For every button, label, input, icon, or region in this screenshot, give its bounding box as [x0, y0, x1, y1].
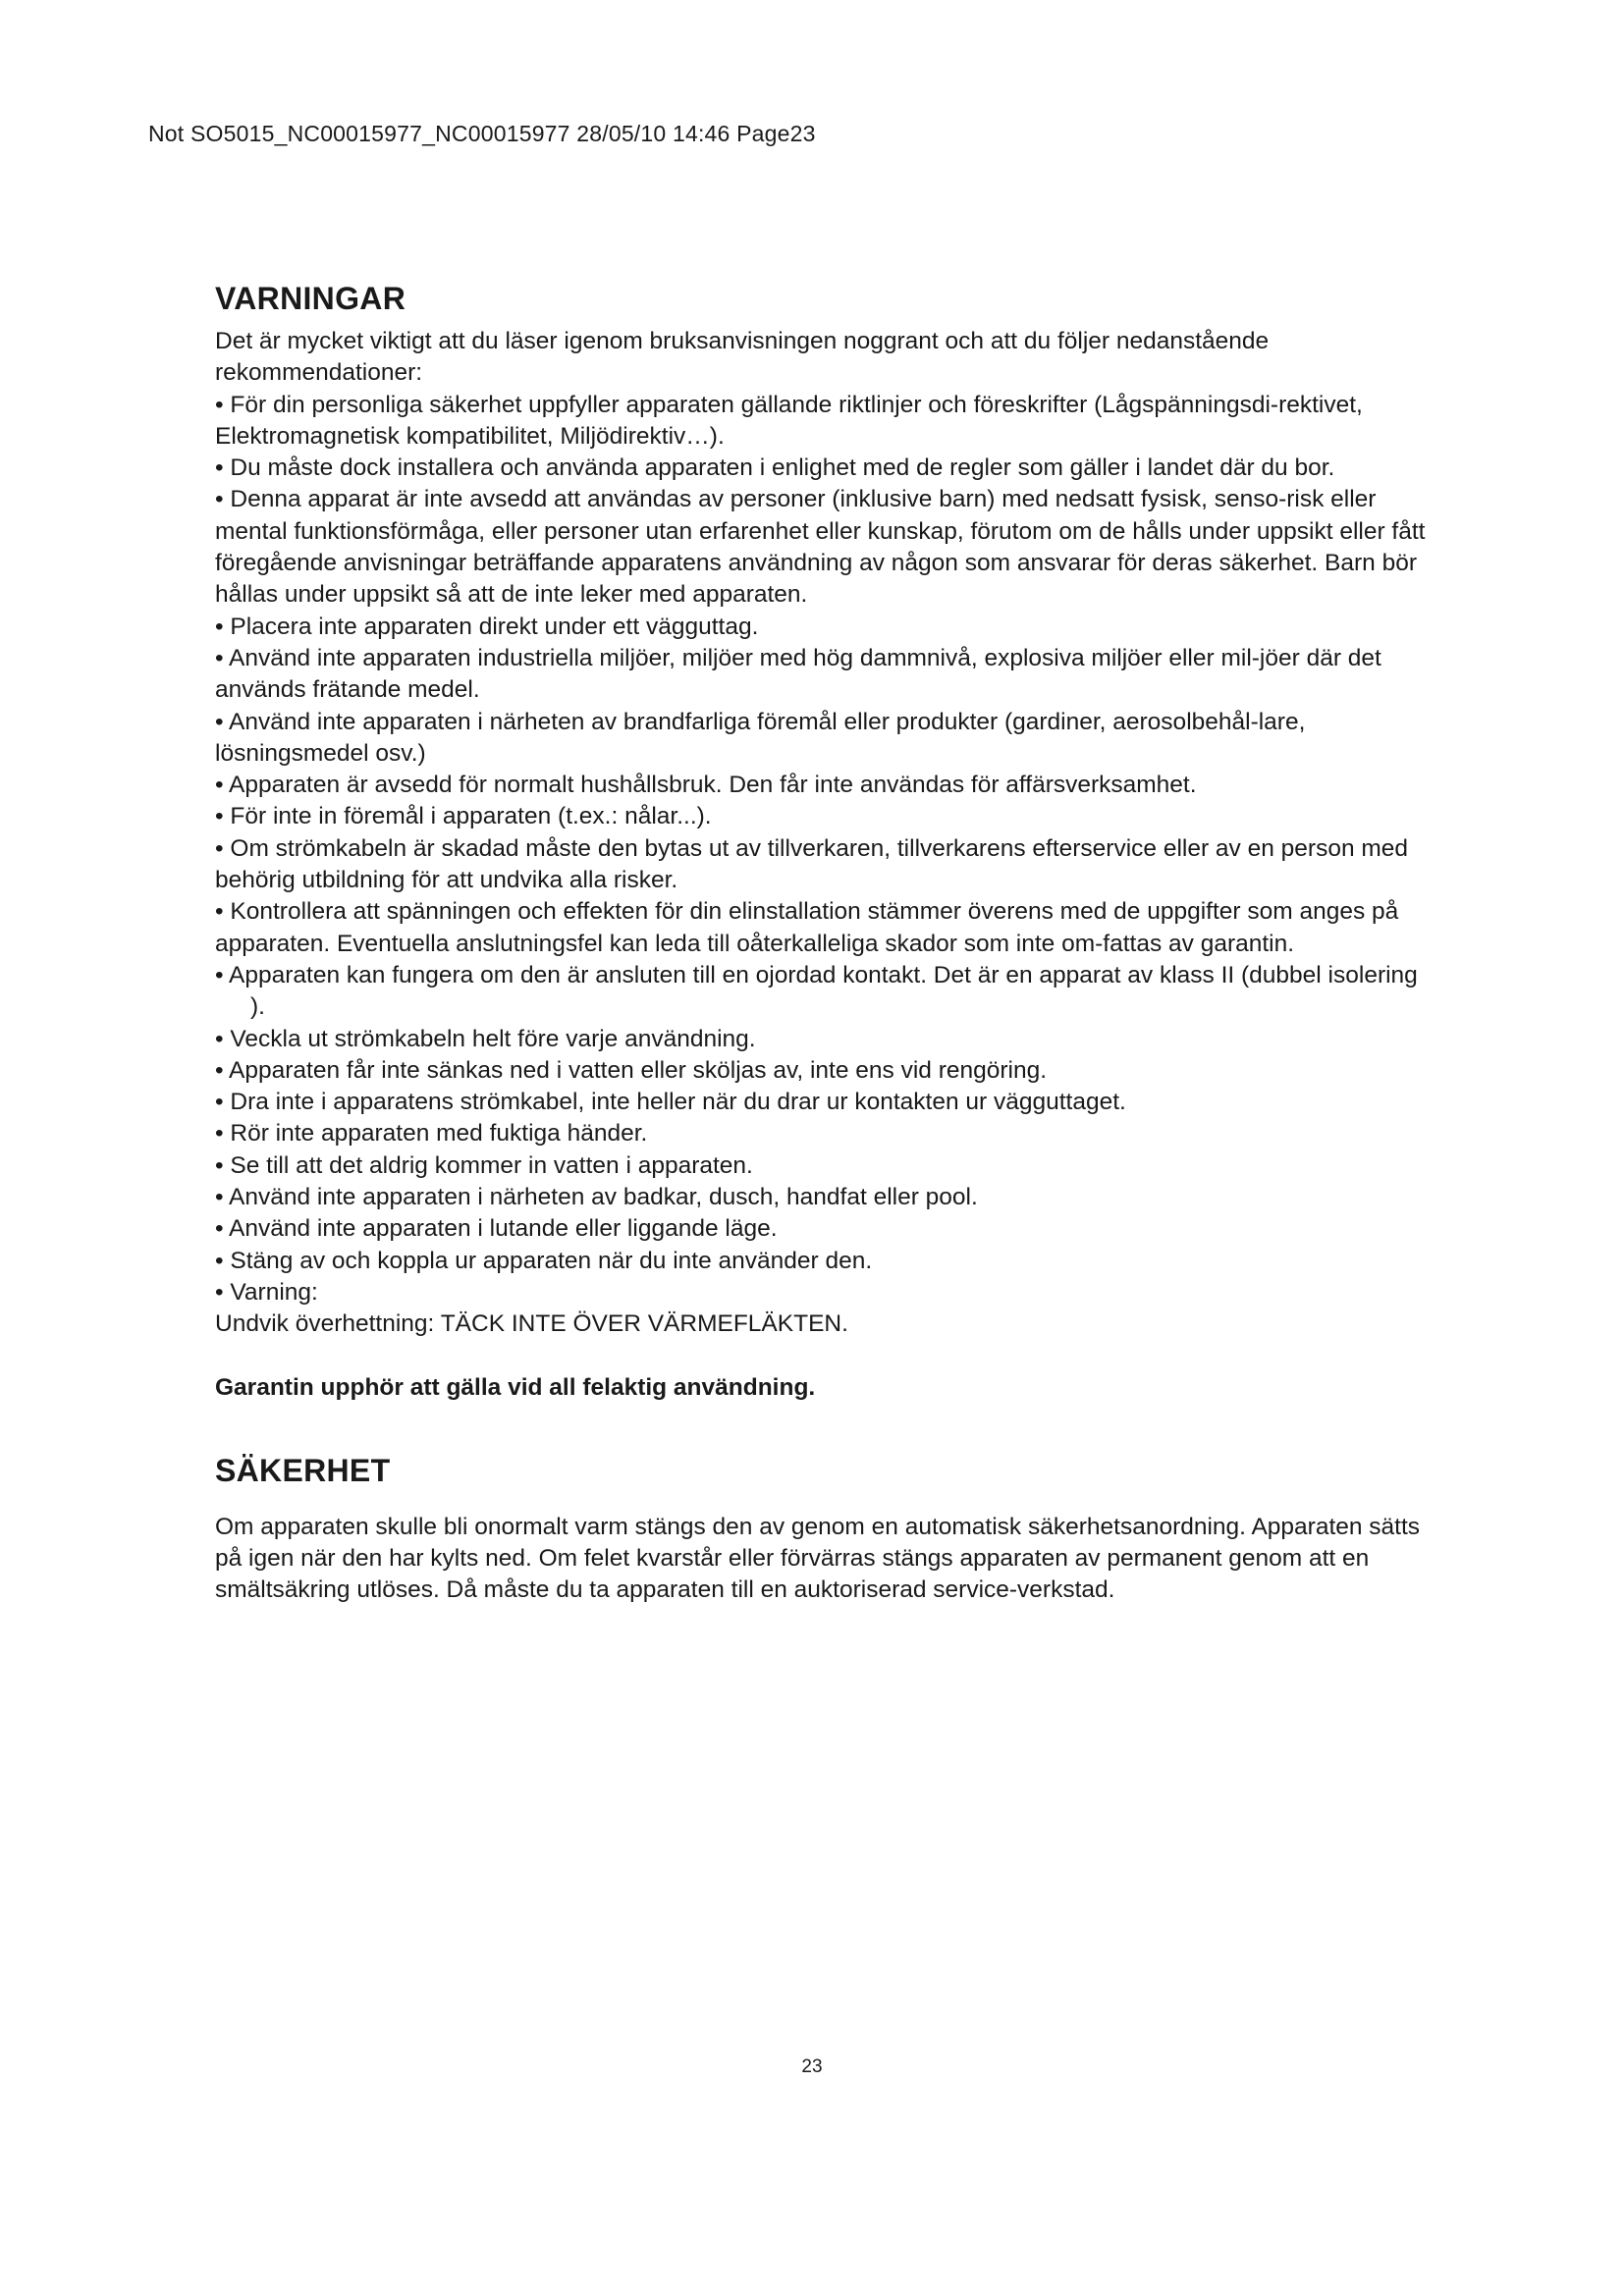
warning-item: • Rör inte apparaten med fuktiga händer.	[215, 1120, 648, 1148]
warning-item: • Veckla ut strömkabeln helt före varje användning.	[215, 1025, 756, 1052]
warning-item: • Varning:	[215, 1278, 318, 1306]
warning-item: • Om strömkabeln är skadad måste den bytas ut av tillverkaren, tillverkarens efterservice eller av en person med behörig utbildning för att undvika alla risker.	[215, 834, 1409, 894]
warning-item: • Denna apparat är inte avsedd att användas av personer (inklusive barn) med nedsatt fysisk, senso-risk eller mental funktionsförmåga, eller personer utan erfarenhet eller kunskap, förutom om de hålls under uppsikt eller fått föregående anvisningar beträffande apparatens användning av någon som ansvarar för deras säkerhet. Barn bör hållas under uppsikt så att de inte leker med apparaten.	[215, 486, 1426, 609]
warning-item: • Du måste dock installera och använda apparaten i enlighet med de regler som gäller i landet där du bor.	[215, 454, 1335, 482]
warning-item: • Stäng av och koppla ur apparaten när du inte använder den.	[215, 1247, 873, 1274]
warning-item: • Placera inte apparaten direkt under ett vägguttag.	[215, 613, 759, 640]
safety-body: Om apparaten skulle bli onormalt varm stängs den av genom en automatisk säkerhetsanordning. Apparaten sätts på igen när den har kylts ned. Om felet kvarstår eller förvärras stängs apparaten av permanent genom att en smältsäkring utlöses. Då måste du ta apparaten till en auktoriserad service-verkstad.	[215, 1513, 1421, 1604]
class-ii-text: • Apparaten kan fungera om den är ansluten till en ojordad kontakt. Det är en apparat av klass II (dubbel isolering	[215, 961, 1418, 988]
warning-item: • Använd inte apparaten i lutande eller liggande läge.	[215, 1215, 778, 1243]
warning-item: • Apparaten får inte sänkas ned i vatten eller sköljas av, inte ens vid rengöring.	[215, 1056, 1048, 1084]
warning-item: • Se till att det aldrig kommer in vatten i apparaten.	[215, 1151, 753, 1179]
warning-item: • Använd inte apparaten i närheten av brandfarliga föremål eller produkter (gardiner, aerosolbehål-lare, lösningsmedel osv.)	[215, 708, 1306, 767]
warning-item-class-ii	[215, 960, 1433, 1024]
class-ii-text-end: ).	[250, 993, 265, 1021]
page-number: 23	[801, 2056, 823, 2077]
warning-item: • Använd inte apparaten i närheten av badkar, dusch, handfat eller pool.	[215, 1184, 978, 1211]
page-content	[215, 277, 1433, 1607]
warning-item: • För din personliga säkerhet uppfyller apparaten gällande riktlinjer och föreskrifter (Lågspänningsdi-rektivet, Elektromagnetisk kompatibilitet, Miljödirektiv…).	[215, 391, 1363, 450]
warning-item: • Kontrollera att spänningen och effekten för din elinstallation stämmer överens med de uppgifter som anges på apparaten. Eventuella anslutningsfel kan leda till oåterkalleliga skador som inte om-fattas av garantin.	[215, 898, 1399, 957]
warning-item: • För inte in föremål i apparaten (t.ex.: nålar...).	[215, 803, 712, 830]
caution-line: Undvik överhettning: TÄCK INTE ÖVER VÄRMEFLÄKTEN.	[215, 1310, 848, 1338]
warnings-list	[215, 390, 1433, 1309]
warnings-intro: Det är mycket viktigt att du läser igenom bruksanvisningen noggrant och att du följer nedanstående rekommendationer:	[215, 328, 1270, 387]
safety-heading: SÄKERHET	[215, 1452, 391, 1488]
warnings-heading: VARNINGAR	[215, 281, 406, 316]
warning-item: • Apparaten är avsedd för normalt hushållsbruk. Den får inte användas för affärsverksamhet.	[215, 772, 1197, 799]
print-slug: Not SO5015_NC00015977_NC00015977 28/05/10 14:46 Page23	[148, 121, 816, 146]
warning-item: • Dra inte i apparatens strömkabel, inte heller när du drar ur kontakten ur vägguttaget.	[215, 1089, 1126, 1116]
guarantee-notice: Garantin upphör att gälla vid all felaktig användning.	[215, 1373, 816, 1401]
warning-item: • Använd inte apparaten industriella miljöer, miljöer med hög dammnivå, explosiva miljöer eller mil-jöer där det används frätande medel.	[215, 644, 1381, 704]
